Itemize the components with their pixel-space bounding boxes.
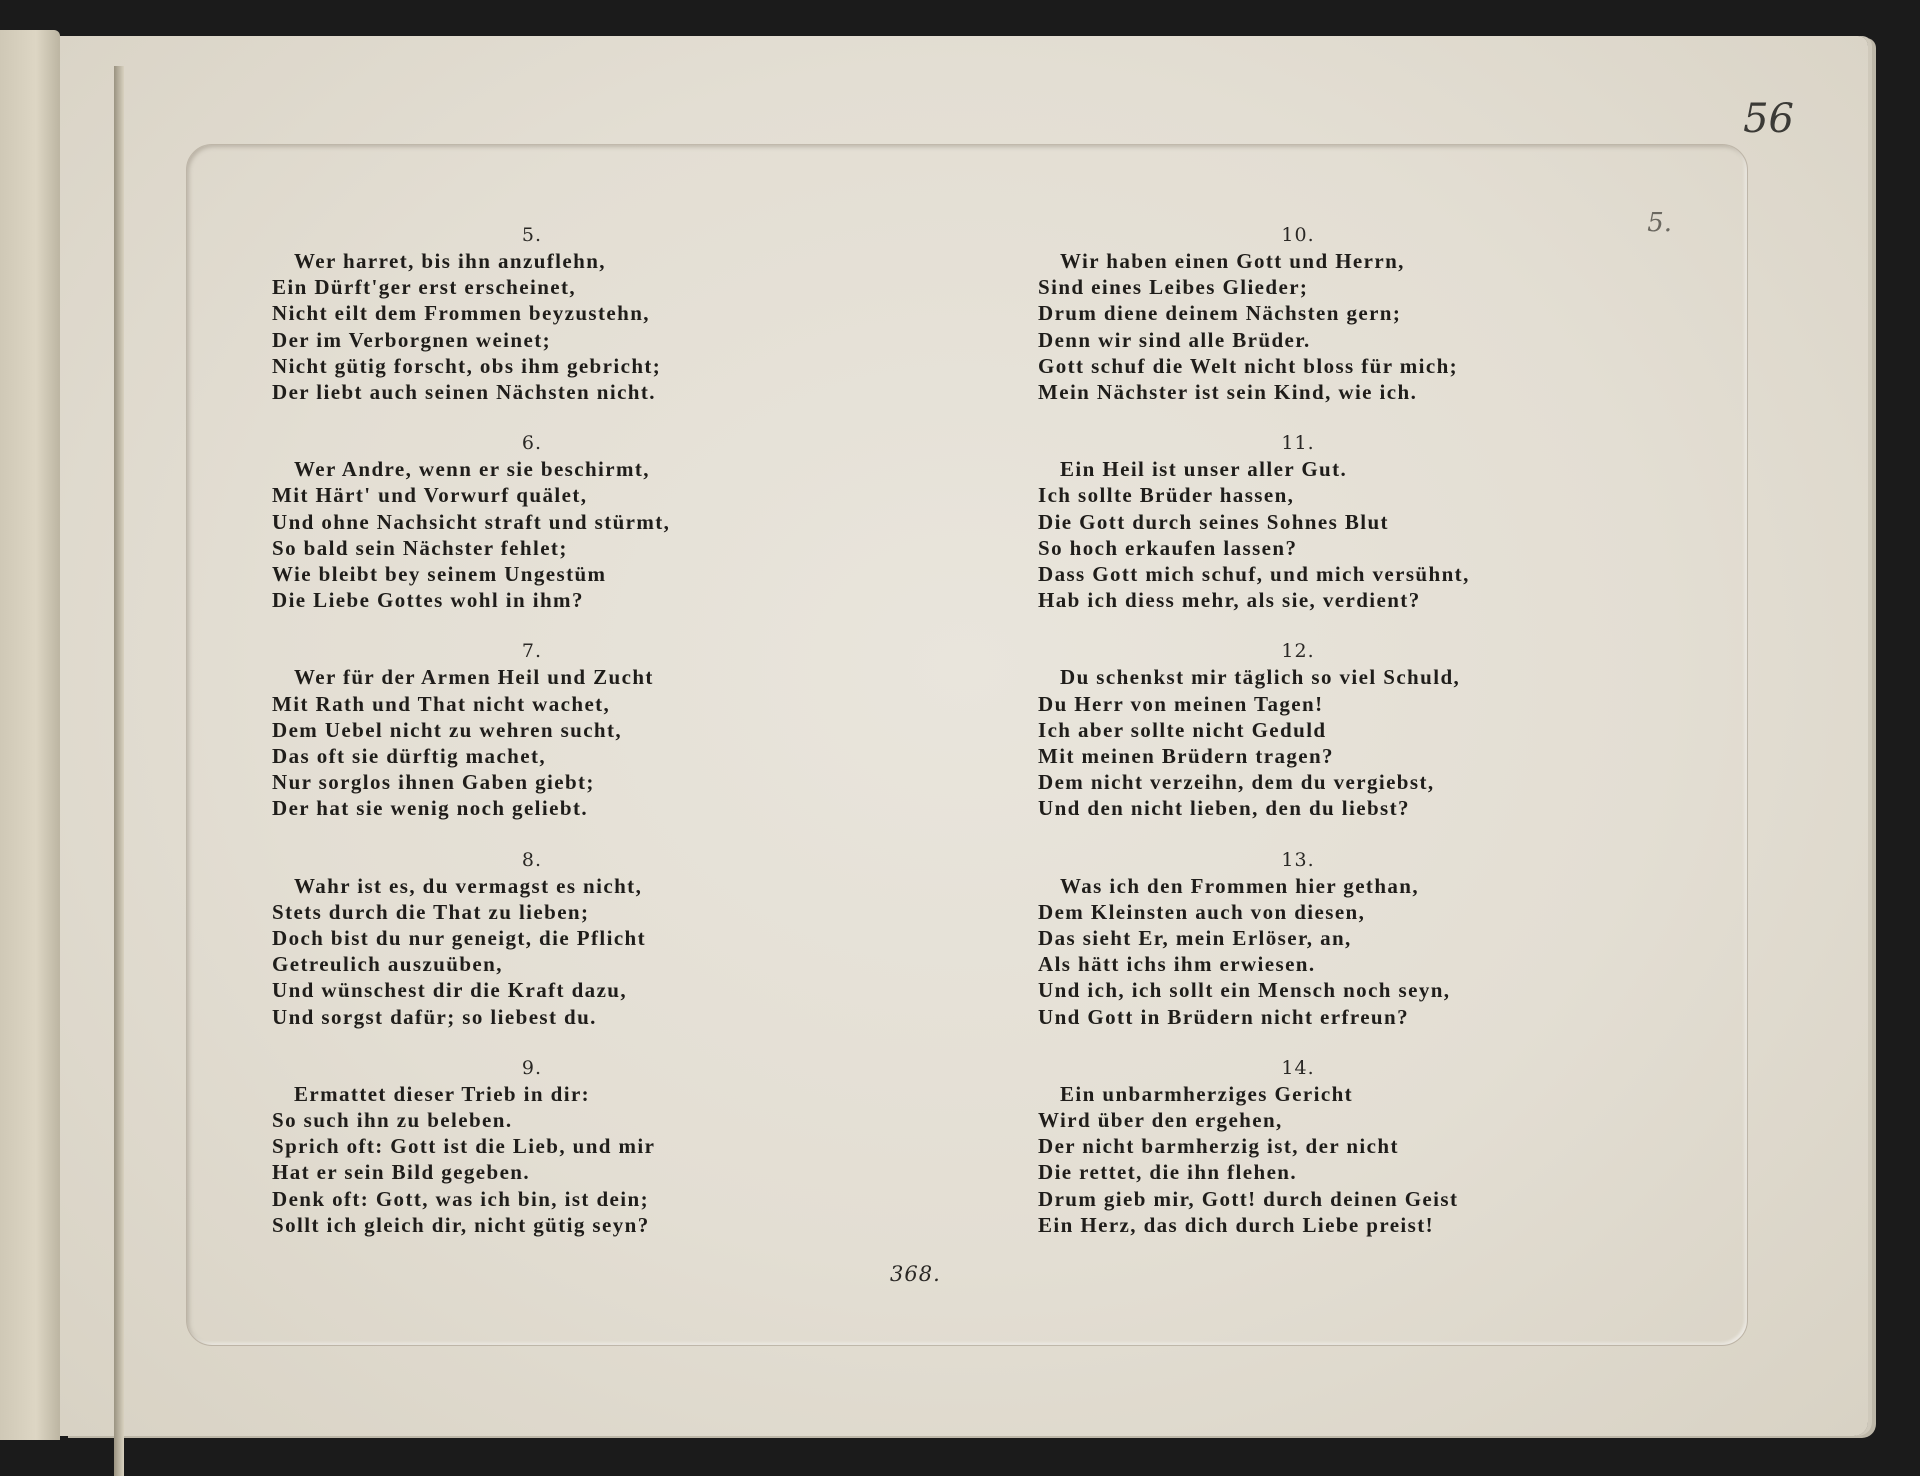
verse-line: Und ohne Nachsicht straft und stürmt,	[272, 509, 671, 534]
stanza-number: 12.	[1281, 640, 1315, 663]
verse-line: Ich aber sollte nicht Geduld	[1038, 717, 1327, 742]
book-gutter	[114, 66, 124, 1476]
verse-line: Sind eines Leibes Glieder;	[1038, 275, 1309, 300]
page-number: 368.	[890, 1262, 941, 1286]
stanza	[272, 430, 792, 613]
verse-line: So such ihn zu beleben.	[272, 1108, 513, 1133]
verse-line: Und sorgst dafür; so liebest du.	[272, 1004, 597, 1029]
verse-line: Du schenkst mir täglich so viel Schuld,	[1060, 665, 1461, 690]
verse-line: Der liebt auch seinen Nächsten nicht.	[272, 380, 656, 405]
stanza-number: 9.	[521, 1056, 543, 1079]
verse-line: So bald sein Nächster fehlet;	[272, 535, 568, 560]
stanza-number: 8.	[521, 848, 543, 871]
verse-line: Wie bleibt bey seinem Ungestüm	[272, 562, 607, 587]
verse-line: Das oft sie dürftig machet,	[272, 744, 547, 769]
verse-line: Sollt ich gleich dir, nicht gütig seyn?	[272, 1212, 650, 1237]
stanza	[1038, 1055, 1558, 1238]
verse-line: Ein unbarmherziges Gericht	[1060, 1081, 1354, 1106]
stanza	[272, 847, 792, 1030]
verse-line: Denn wir sind alle Brüder.	[1038, 327, 1311, 352]
folio-number: 56	[1743, 96, 1794, 142]
verse-line: Dem nicht verzeihn, dem du vergiebst,	[1038, 770, 1435, 795]
stanza-number: 13.	[1281, 848, 1315, 871]
verse-line: Getreulich auszuüben,	[272, 952, 503, 977]
verse-line: Und Gott in Brüdern nicht erfreun?	[1038, 1004, 1409, 1029]
verse-line: Ein Dürft'ger erst erscheinet,	[272, 275, 577, 300]
verse-line: Als hätt ichs ihm erwiesen.	[1038, 952, 1316, 977]
verse-line: Die Liebe Gottes wohl in ihm?	[272, 588, 584, 613]
verse-line: Der nicht barmherzig ist, der nicht	[1038, 1134, 1399, 1159]
verse-line: Die Gott durch seines Sohnes Blut	[1038, 509, 1389, 534]
verse-line: Nicht eilt dem Frommen beyzustehn,	[272, 301, 650, 326]
verse-line: Doch bist du nur geneigt, die Pflicht	[272, 926, 647, 951]
verse-line: Wird über den ergehen,	[1038, 1108, 1283, 1133]
left-column	[272, 222, 792, 1263]
verse-line: Und wünschest dir die Kraft dazu,	[272, 978, 628, 1003]
verse-line: Mein Nächster ist sein Kind, wie ich.	[1038, 380, 1418, 405]
verse-line: Drum gieb mir, Gott! durch deinen Geist	[1038, 1186, 1459, 1211]
stanza	[1038, 430, 1558, 613]
verse-line: Wer Andre, wenn er sie beschirmt,	[294, 457, 650, 482]
verse-line: Ich sollte Brüder hassen,	[1038, 483, 1295, 508]
verse-line: Ermattet dieser Trieb in dir:	[294, 1081, 591, 1106]
stanza	[1038, 222, 1558, 405]
verse-line: Du Herr von meinen Tagen!	[1038, 691, 1324, 716]
verse-line: Dem Kleinsten auch von diesen,	[1038, 899, 1366, 924]
verse-line: Ein Herz, das dich durch Liebe preist!	[1038, 1212, 1435, 1237]
stanza	[1038, 638, 1558, 821]
verse-line: Mit meinen Brüdern tragen?	[1038, 744, 1334, 769]
stanza-number: 14.	[1281, 1056, 1315, 1079]
verse-line: Nicht gütig forscht, obs ihm gebricht;	[272, 353, 662, 378]
verse-line: Die rettet, die ihn flehen.	[1038, 1160, 1298, 1185]
verse-line: Dass Gott mich schuf, und mich versühnt,	[1038, 562, 1470, 587]
verse-line: Wahr ist es, du vermagst es nicht,	[294, 873, 643, 898]
right-column	[1038, 222, 1558, 1263]
stanza-number: 6.	[521, 432, 543, 455]
stanza-number: 10.	[1281, 224, 1315, 246]
verse-line: Der im Verborgnen weinet;	[272, 327, 551, 352]
sheet-number: 5.	[1647, 208, 1672, 238]
verse-line: Wir haben einen Gott und Herrn,	[1060, 249, 1405, 273]
verse-line: Dem Uebel nicht zu wehren sucht,	[272, 717, 623, 742]
verse-line: Hat er sein Bild gegeben.	[272, 1160, 531, 1185]
verse-line: Nur sorglos ihnen Gaben giebt;	[272, 770, 595, 795]
verse-line: Mit Rath und That nicht wachet,	[272, 691, 611, 716]
stanza-number: 7.	[521, 640, 543, 663]
verse-line: Hab ich diess mehr, als sie, verdient?	[1038, 588, 1421, 613]
verse-line: Sprich oft: Gott ist die Lieb, und mir	[272, 1134, 656, 1159]
verse-line: So hoch erkaufen lassen?	[1038, 535, 1298, 560]
stanza	[1038, 847, 1558, 1030]
verse-line: Ein Heil ist unser aller Gut.	[1060, 457, 1348, 482]
stanza	[272, 638, 792, 821]
verse-line: Was ich den Frommen hier gethan,	[1060, 873, 1420, 898]
verse-line: Wer harret, bis ihn anzuflehn,	[294, 249, 606, 273]
verse-line: Gott schuf die Welt nicht bloss für mich;	[1038, 353, 1459, 378]
stanza-number: 11.	[1281, 432, 1315, 455]
stanza-number: 5.	[521, 224, 543, 246]
verse-line: Das sieht Er, mein Erlöser, an,	[1038, 926, 1352, 951]
previous-page-edge	[0, 30, 60, 1440]
stanza	[272, 222, 792, 405]
verse-line: Und den nicht lieben, den du liebst?	[1038, 796, 1410, 821]
stanza	[272, 1055, 792, 1238]
verse-line: Der hat sie wenig noch geliebt.	[272, 796, 588, 821]
verse-line: Denk oft: Gott, was ich bin, ist dein;	[272, 1186, 649, 1211]
verse-line: Stets durch die That zu lieben;	[272, 899, 590, 924]
verse-line: Wer für der Armen Heil und Zucht	[294, 665, 654, 690]
verse-line: Mit Härt' und Vorwurf quälet,	[272, 483, 588, 508]
verse-line: Drum diene deinem Nächsten gern;	[1038, 301, 1402, 326]
verse-line: Und ich, ich sollt ein Mensch noch seyn,	[1038, 978, 1451, 1003]
